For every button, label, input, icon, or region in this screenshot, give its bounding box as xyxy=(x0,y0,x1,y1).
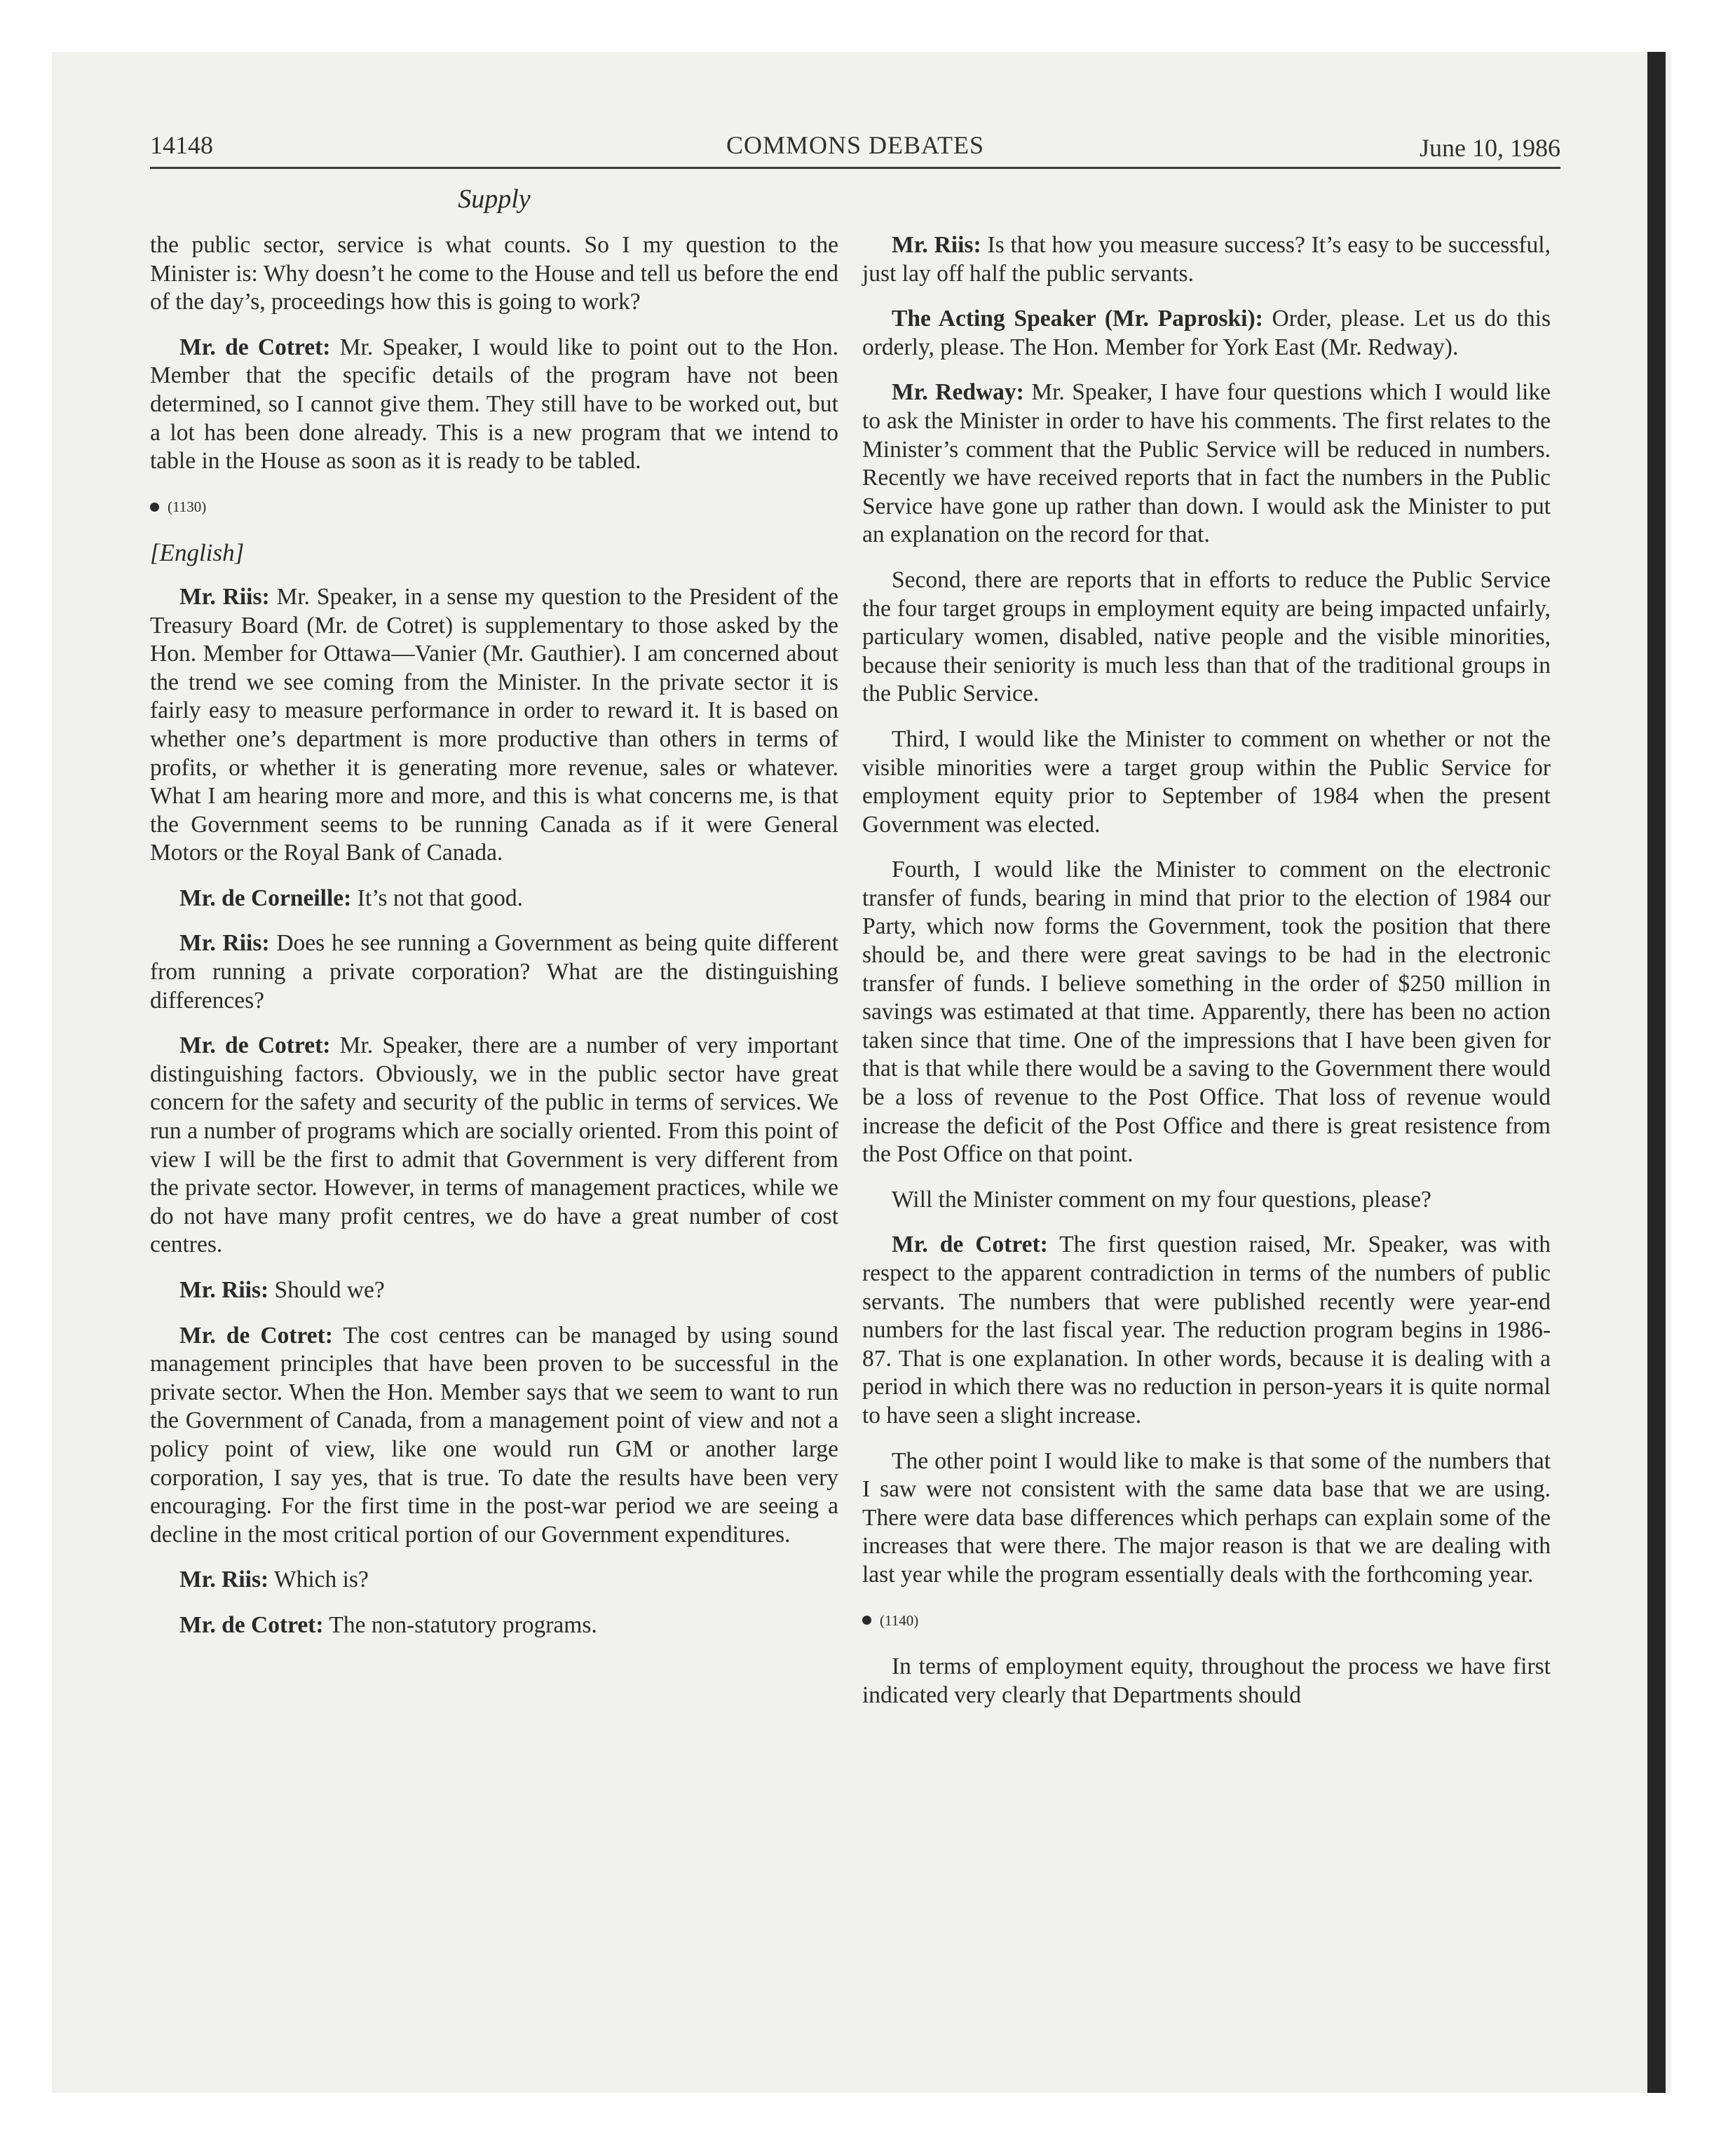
debate-paragraph xyxy=(862,1186,1551,1215)
section-title: Supply xyxy=(458,184,531,214)
language-note: [English] xyxy=(150,539,245,567)
speaker-name: Mr. de Corneille: xyxy=(179,885,352,911)
bullet-icon xyxy=(862,1616,871,1625)
paragraph-text: Will the Minister comment on my four questions, please? xyxy=(892,1186,1431,1213)
speaker-name: Mr. Redway: xyxy=(892,379,1024,406)
debate-paragraph xyxy=(862,1447,1551,1590)
debate-paragraph xyxy=(862,305,1551,362)
speaker-name: Mr. Riis: xyxy=(892,232,981,258)
debate-paragraph xyxy=(150,1322,838,1550)
time-marker xyxy=(150,493,838,521)
speaker-name: The Acting Speaker (Mr. Paproski): xyxy=(892,306,1263,332)
paragraph-text: The cost centres can be managed by using sound management principles that have been proven to be successful in the private sector. When the Hon. Member says that we seem to want to run the Government of Canada, from a management point of view and not a policy point of view, like one would run GM or another large corporation, I say yes, that is true. To date the results have been very encouraging. For the first time in the post-war period we are seeing a decline in the most critical portion of our Government expenditures. xyxy=(150,1322,838,1548)
debate-paragraph xyxy=(862,1231,1551,1430)
publication-date: June 10, 1986 xyxy=(1420,134,1560,162)
paragraph-text: Mr. Speaker, I would like to point out to the Hon. Member that the specific details of the program have not been determined, so I cannot give them. They still have to be worked out, but a lot has been done already. This is a new program that we intend to table in the House as soon as it is ready to be tabled. xyxy=(150,334,838,475)
speaker-name: Mr. de Cotret: xyxy=(179,1611,324,1638)
page-header xyxy=(150,130,1560,167)
time-marker-text: (1140) xyxy=(880,1611,919,1629)
speaker-name: Mr. de Cotret: xyxy=(179,1322,333,1349)
paragraph-text: Mr. Speaker, in a sense my question to the President of the Treasury Board (Mr. de Cotret) is supplementary to those asked by the Hon. Member for Ottawa—Vanier (Mr. Gauthier). I am concerned about the trend we see coming from the Minister. In the private sector it is fairly easy to measure performance in order to reward it. It is based on whether one’s department is more productive than others in terms of profits, or whether it is generating more revenue, sales or whatever. What I am hearing more and more, and this is what concerns me, is that the Government seems to be running Canada as if it were General Motors or the Royal Bank of Canada. xyxy=(150,583,838,866)
paragraph-text: Which is? xyxy=(273,1567,369,1593)
time-marker-text: (1130) xyxy=(168,498,207,515)
paragraph-text: The non-statutory programs. xyxy=(329,1611,597,1638)
debate-paragraph xyxy=(150,231,838,317)
paragraph-text: The other point I would like to make is that some of the numbers that I saw were not consistent with the same data base that we are using. There were data base differences which perhaps can explain some of the increases that were there. The major reason is that we are dealing with last year while the program essentially deals with the forthcoming year. xyxy=(862,1447,1551,1588)
binding-edge xyxy=(1647,52,1666,2093)
speaker-name: Mr. Riis: xyxy=(179,1277,269,1303)
paragraph-text: Second, there are reports that in efforts to reduce the Public Service the four target groups in employment equity are being impacted unfairly, particulary women, disabled, native people and the visible minorities, because their seniority is much less than that of the traditional groups in the Public Service. xyxy=(862,566,1551,707)
speaker-name: Mr. Riis: xyxy=(179,930,270,957)
debate-paragraph xyxy=(150,1032,838,1260)
debate-paragraph xyxy=(862,566,1551,709)
time-marker xyxy=(862,1606,1551,1635)
debate-paragraph xyxy=(150,1611,838,1640)
debate-paragraph xyxy=(150,334,838,476)
debate-paragraph xyxy=(862,378,1551,550)
debate-paragraph xyxy=(150,885,838,913)
speaker-name: Mr. de Cotret: xyxy=(892,1231,1048,1258)
paragraph-text: The first question raised, Mr. Speaker, was with respect to the apparent contradiction in terms of the numbers of public servants. The numbers that were published recently were year-end numbers for the last fiscal year. The reduction program begins in 1986-87. That is one explanation. In other words, because it is dealing with a period in which there was no reduction in person-years it is quite normal to have seen a slight increase. xyxy=(862,1231,1551,1428)
debate-paragraph xyxy=(150,1276,838,1305)
debate-paragraph xyxy=(862,1653,1551,1710)
publication-title: COMMONS DEBATES xyxy=(726,131,985,159)
debate-paragraph xyxy=(150,1566,838,1595)
paragraph-text: In terms of employment equity, throughout the process we have first indicated very clearly that Departments should xyxy=(862,1653,1551,1708)
speaker-name: Mr. Riis: xyxy=(179,583,270,610)
speaker-name: Mr. de Cotret: xyxy=(179,1032,331,1059)
speaker-name: Mr. de Cotret: xyxy=(179,334,331,360)
page-number: 14148 xyxy=(150,131,213,159)
debate-paragraph xyxy=(150,929,838,1015)
left-column xyxy=(150,231,838,1657)
right-column xyxy=(862,231,1551,1726)
speaker-name: Mr. Riis: xyxy=(179,1567,269,1593)
paragraph-text: Mr. Speaker, there are a number of very important distinguishing factors. Obviously, we in the public sector have great concern for the safety and security of the public in terms of services. We run a number of programs which are socially oriented. From this point of view I will be the first to admit that Government is very different from the private sector. However, in terms of management practices, while we do not have many profit centres, we do have a great number of cost centres. xyxy=(150,1032,838,1258)
paragraph-text: Mr. Speaker, I have four questions which I would like to ask the Minister in order to have his comments. The first relates to the Minister’s comment that the Public Service will be reduced in numbers. Recently we have received reports that in fact the numbers in the Public Service have gone up rather than down. I would ask the Minister to put an explanation on the record for that. xyxy=(862,379,1551,548)
paragraph-text: the public sector, service is what counts. So I my question to the Minister is: Why doesn’t he come to the House and tell us before the end of the day’s, proceedings how this is going to work? xyxy=(150,232,838,315)
header-rule xyxy=(150,167,1560,169)
debate-paragraph xyxy=(862,231,1551,288)
paragraph-text: It’s not that good. xyxy=(357,885,524,911)
debate-paragraph xyxy=(862,856,1551,1169)
paragraph-text: Order, please. Let us do this orderly, please. The Hon. Member for York East (Mr. Redway). xyxy=(862,306,1551,360)
bullet-icon xyxy=(150,503,159,512)
paragraph-text: Should we? xyxy=(274,1277,385,1303)
debate-paragraph xyxy=(862,725,1551,839)
paragraph-text: Fourth, I would like the Minister to comment on the electronic transfer of funds, bearing in mind that prior to the election of 1984 our Party, which now forms the Government, took the position that there should be, and there were great savings to be had in the electronic transfer of funds. I believe something in the order of $250 million in savings was estimated at that time. Apparently, there has been no action taken since that time. One of the impressions that I have been given for that is that while there would be a saving to the Government there would be a loss of revenue to the Post Office. That loss of revenue would increase the deficit of the Post Office and there is great resistence from the Post Office on that point. xyxy=(862,857,1551,1168)
paragraph-text: Does he see running a Government as being quite different from running a private corporation? What are the distinguishing differences? xyxy=(150,930,838,1014)
debate-paragraph xyxy=(150,583,838,868)
paragraph-text: Third, I would like the Minister to comment on whether or not the visible minorities were a target group within the Public Service for employment equity prior to September of 1984 when the present Government was elected. xyxy=(862,725,1551,838)
paragraph-text: Is that how you measure success? It’s easy to be successful, just lay off half the public servants. xyxy=(862,232,1551,287)
